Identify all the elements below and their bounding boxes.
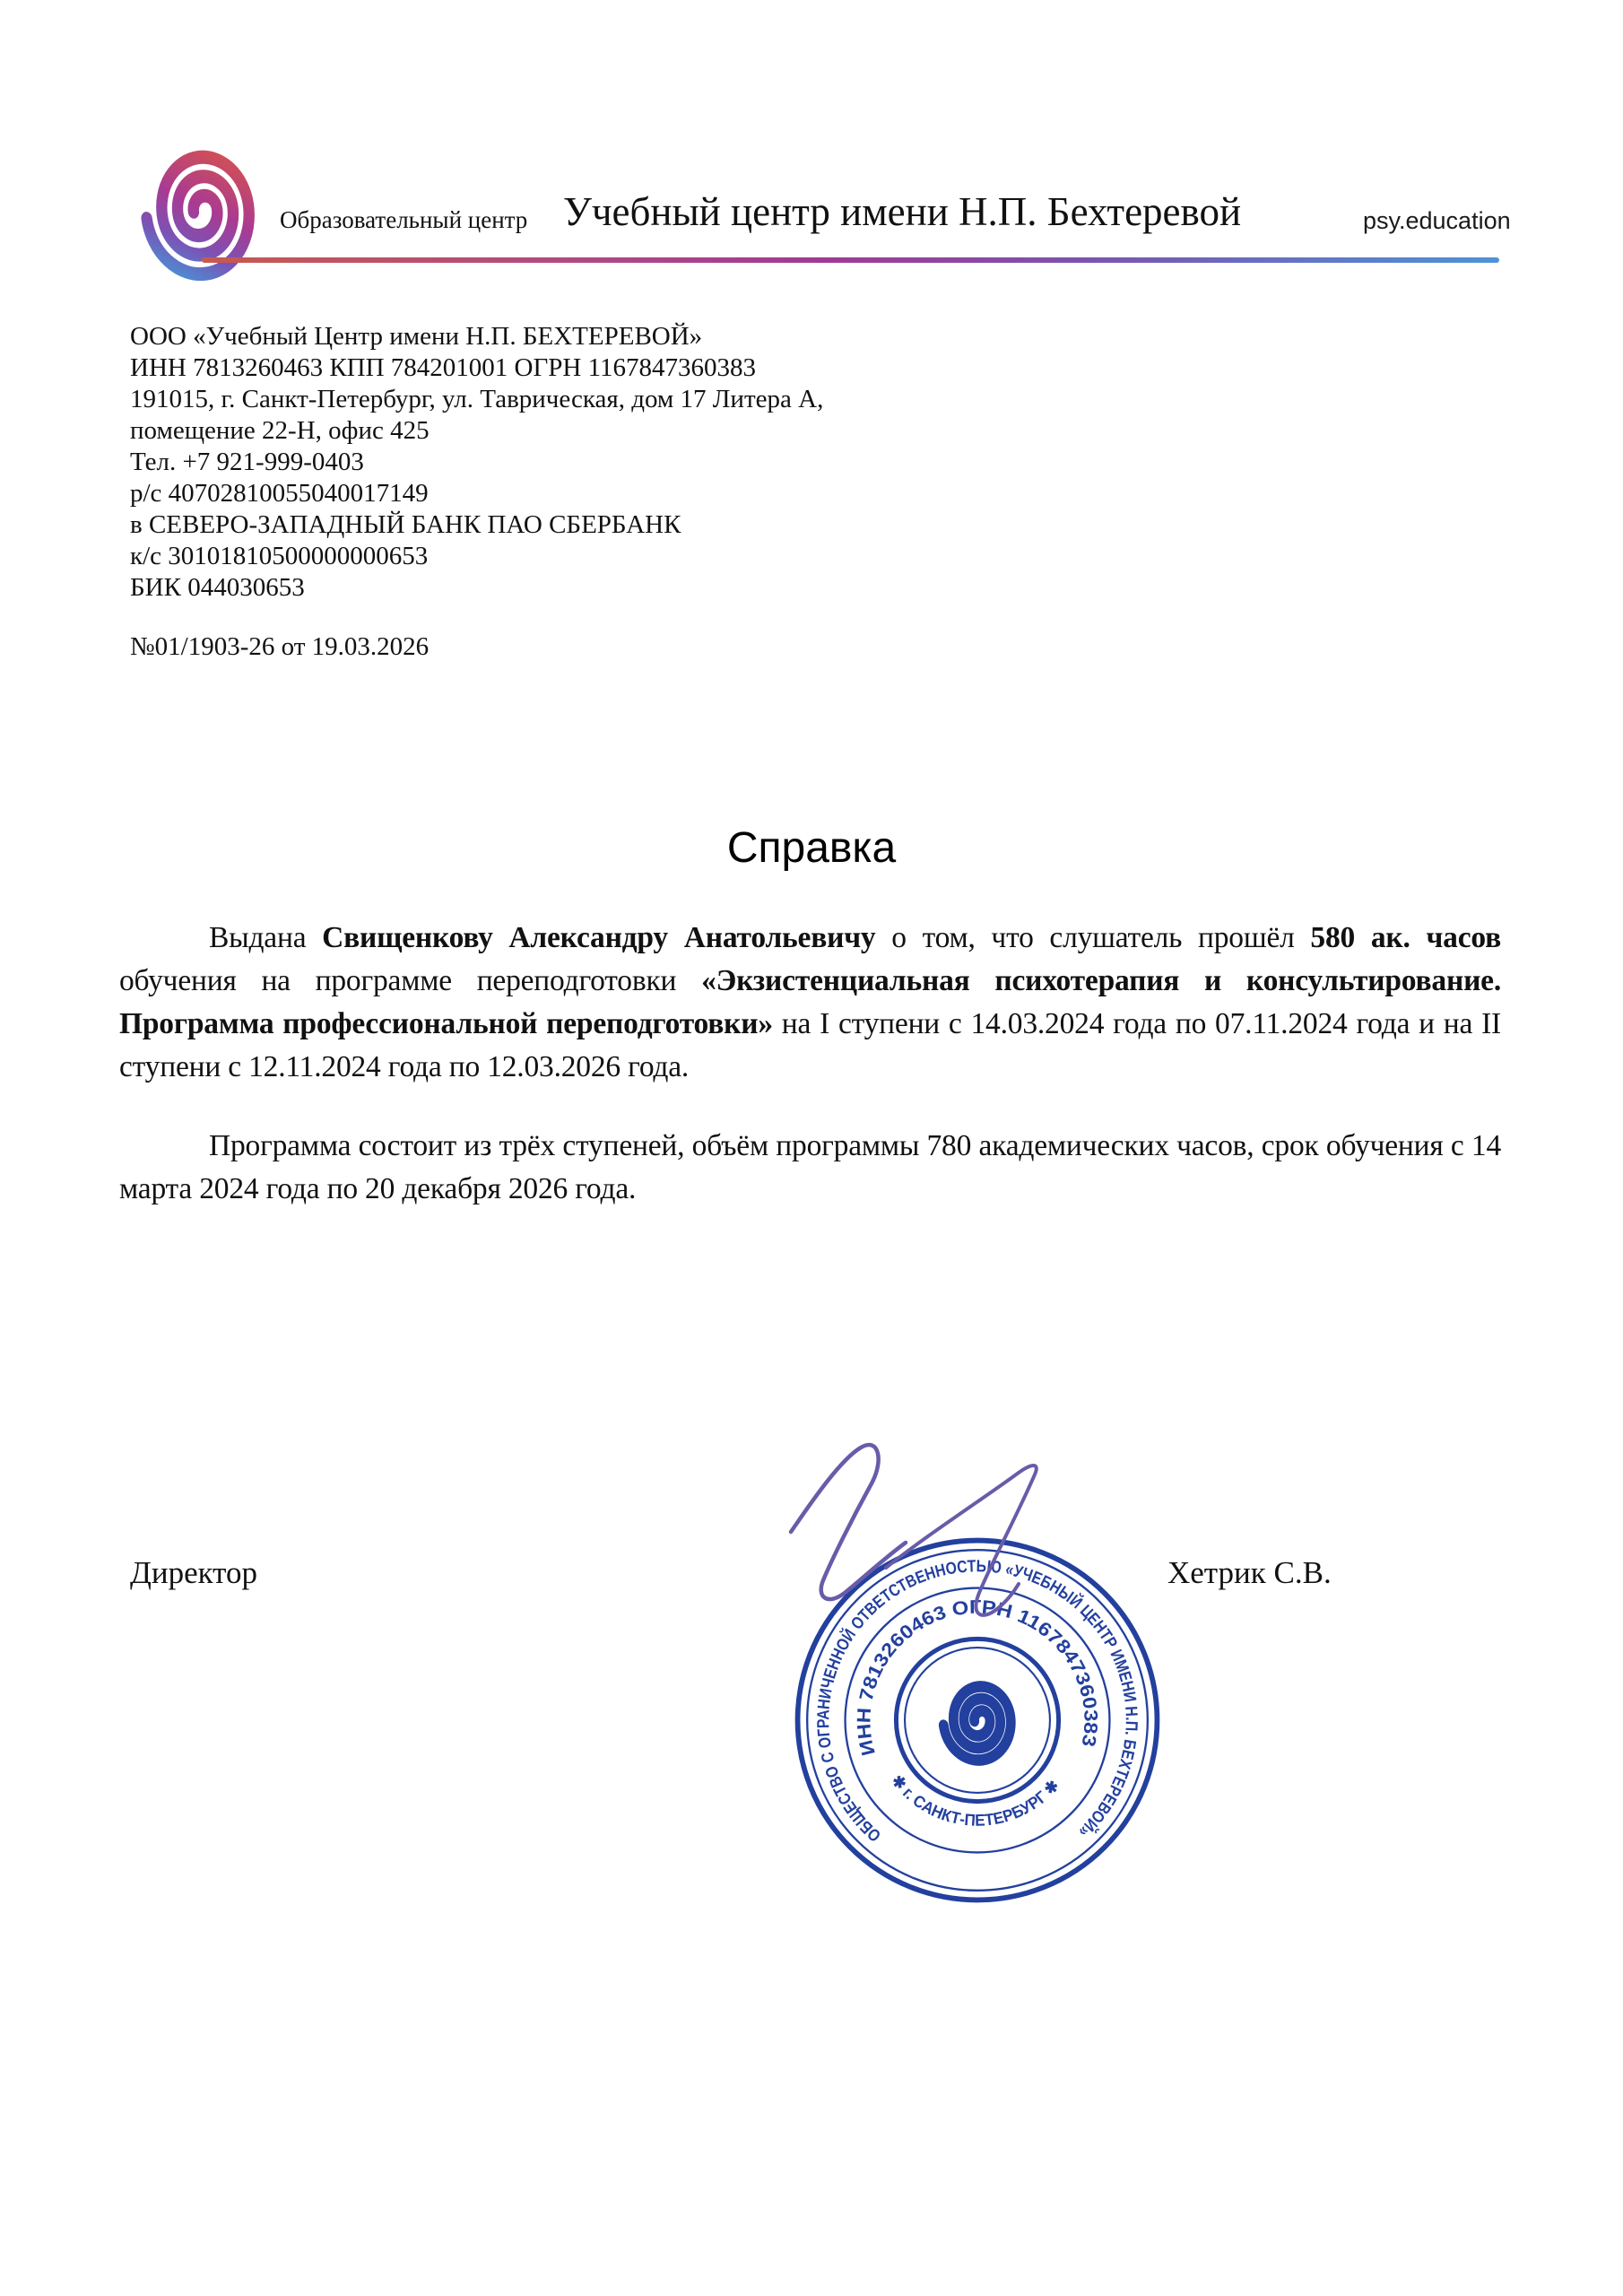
body-paragraph-2: Программа состоит из трёх ступеней, объём программы 780 академических часов, срок обучения с 14 марта 2024 года по 20 декабря 2026 года. bbox=[119, 1129, 1501, 1205]
signer-role-label: Директор bbox=[130, 1555, 258, 1590]
company-line: в СЕВЕРО-ЗАПАДНЫЙ БАНК ПАО СБЕРБАНК bbox=[130, 510, 681, 539]
center-title: Учебный центр имени Н.П. Бехтеревой bbox=[563, 189, 1242, 234]
company-line: помещение 22-Н, офис 425 bbox=[130, 416, 430, 445]
stamp-city-text: ✱ г. САНКТ-ПЕТЕРБУРГ ✱ bbox=[888, 1770, 1063, 1830]
doc-number: №01/1903-26 от 19.03.2026 bbox=[130, 632, 430, 661]
company-line: 191015, г. Санкт-Петербург, ул. Таврическая, дом 17 Литера А, bbox=[130, 385, 824, 413]
company-line: к/с 30101810500000000653 bbox=[130, 542, 429, 570]
company-details bbox=[130, 321, 823, 604]
signer-name-label: Хетрик С.В. bbox=[1167, 1555, 1332, 1590]
signature-scribble bbox=[753, 1426, 1130, 1695]
doc-body bbox=[119, 917, 1501, 1211]
company-line: р/с 40702810055040017149 bbox=[130, 479, 429, 508]
spiral-logo-icon bbox=[139, 145, 260, 284]
org-type-label: Образовательный центр bbox=[280, 206, 528, 233]
company-line: ИНН 7813260463 КПП 784201001 ОГРН 1167847360383 bbox=[130, 353, 757, 382]
header-divider bbox=[202, 257, 1499, 263]
body-paragraph-1: Выдана Свищенкову Александру Анатольевичу о том, что слушатель прошёл 580 ак. часов обучения на программе переподготовки «Экзистенциальная психотерапия и консультирование. Программа профессиональной переподготовки» на I ступени с 14.03.2024 года по 07.11.2024 года и на II ступени с 12.11.2024 года по 12.03.2026 года. bbox=[119, 921, 1502, 1083]
company-line: БИК 044030653 bbox=[130, 573, 305, 602]
stamp-inn-ogrn-text: ИНН 7813260463 ОГРН 1167847360383 bbox=[854, 1596, 1101, 1758]
doc-title: Справка bbox=[726, 824, 897, 872]
company-line: Тел. +7 921-999-0403 bbox=[130, 448, 364, 476]
company-line: ООО «Учебный Центр имени Н.П. БЕХТЕРЕВОЙ» bbox=[130, 322, 703, 351]
stamp-outer-text: ОБЩЕСТВО С ОГРАНИЧЕННОЙ ОТВЕТСТВЕННОСТЬЮ «УЧЕБНЫЙ ЦЕНТР ИМЕНИ Н.П. БЕХТЕРЕВОЙ» bbox=[814, 1557, 1141, 1846]
website-label: psy.education bbox=[1363, 207, 1511, 234]
